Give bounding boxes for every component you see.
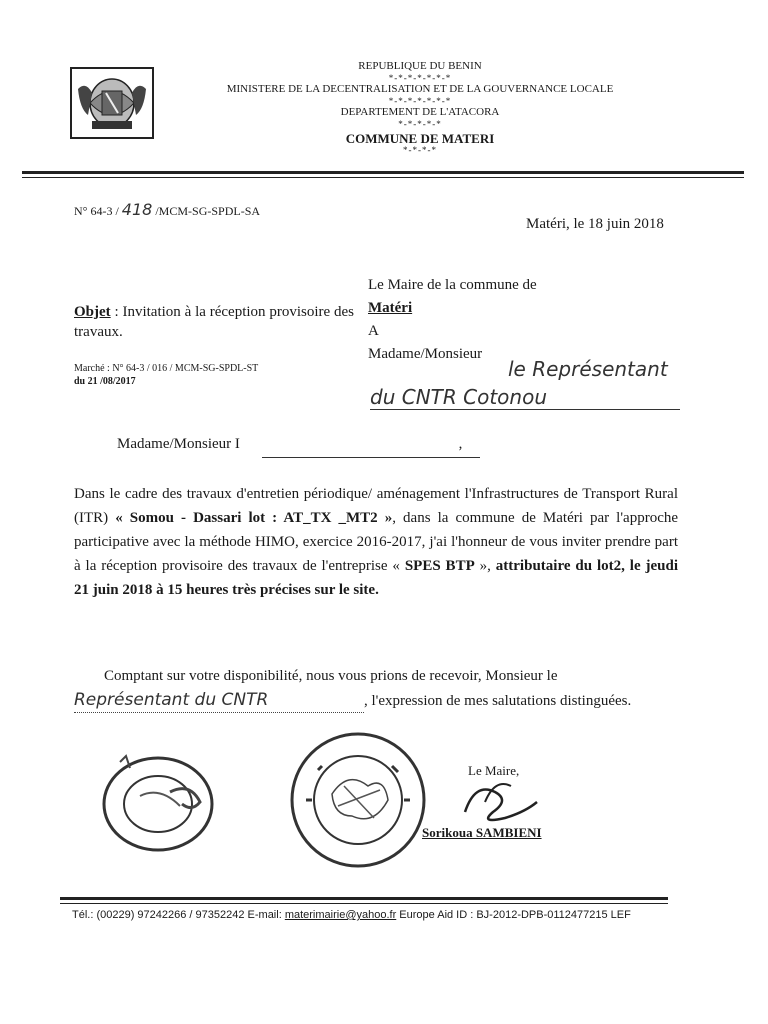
footer-rule-thin [60, 903, 668, 904]
recipient-block [368, 274, 537, 366]
body-text-part1: Dans le cadre des travaux d'entretien périodique/ aménagement l'Infrastructures de Transport Rural (ITR) [74, 486, 678, 526]
commune-name: COMMUNE DE MATERI [345, 131, 495, 146]
salutation-blank-line [262, 457, 480, 458]
ministry-name: MINISTERE DE LA DECENTRALISATION ET DE LA GOUVERNANCE LOCALE [226, 83, 614, 95]
mayor-name: Sorikoua SAMBIENI [422, 825, 542, 840]
closing-paragraph [74, 664, 678, 713]
letterhead [170, 60, 670, 155]
footer-aid-id: Europe Aid ID : BJ-2012-DPB-0112477215 LEF [396, 909, 631, 921]
secretary-stamp-icon [100, 752, 222, 854]
mayor-seal [288, 730, 428, 870]
body-text-part2: , dans la commune de Matéri par l'approche participative avec la méthode HIMO, exercice 2016-2017, j'ai l'honneur de vous inviter prendre part à la réception provisoire des travaux de l'entreprise « [74, 510, 679, 574]
reference-prefix: N° 64-3 / [74, 204, 119, 218]
recipient-label: Madame/Monsieur [368, 346, 483, 362]
coat-of-arms-emblem [70, 67, 154, 139]
header-rule [22, 171, 744, 174]
secretary-stamp [100, 752, 222, 854]
header-rule-thin [22, 177, 744, 178]
closing-line2: , l'expression de mes salutations distinguées. [364, 693, 632, 709]
footer-email[interactable]: materimairie@yahoo.fr [284, 909, 397, 921]
subject-label: Objet [74, 304, 111, 320]
body-project-name: « Somou - Dassari lot : AT_TX _MT2 » [115, 510, 393, 526]
department-name: DEPARTEMENT DE L'ATACORA [340, 106, 500, 118]
closing-line1: Comptant sur votre disponibilité, nous vous prions de recevoir, Monsieur le [104, 668, 558, 684]
contract-reference [74, 362, 258, 388]
body-company-name: SPES BTP [404, 558, 475, 574]
sender-line: Le Maire de la commune de [368, 277, 537, 293]
date-line: Matéri, le 18 juin 2018 [526, 216, 664, 232]
reference-number [74, 200, 260, 219]
letterhead-separator: *-*-*-* [403, 145, 437, 155]
salutation-comma: , [458, 436, 463, 452]
signature-icon [455, 772, 545, 832]
letterhead-separator: *-*-*-*-* [398, 119, 442, 129]
sender-town: Matéri [368, 300, 413, 316]
salutation-text: Madame/Monsieur I [117, 436, 240, 452]
coat-of-arms-icon [72, 69, 152, 137]
letterhead-separator: *-*-*-*-*-*-* [388, 96, 452, 106]
letterhead-separator: *-*-*-*-*-*-* [388, 73, 452, 83]
closing-handwritten: Représentant du CNTR [74, 688, 364, 713]
body-text-part3: », [474, 558, 496, 574]
to-label: A [368, 323, 379, 339]
contract-number: Marché : N° 64-3 / 016 / MCM-SG-SPDL-ST [74, 363, 259, 374]
recipient-handwritten-line1: le Représentant [508, 357, 668, 381]
body-paragraph [74, 482, 678, 602]
reference-handwritten-number: 418 [121, 200, 153, 219]
mayor-title: Le Maire, [468, 763, 520, 778]
footer-phone: Tél.: (00229) 97242266 / 97352242 E-mail: [72, 909, 285, 921]
reference-suffix: /MCM-SG-SPDL-SA [155, 204, 261, 218]
subject-text: : Invitation à la réception provisoire des travaux. [74, 304, 354, 340]
footer-contact [72, 909, 631, 921]
contract-date: du 21 /08/2017 [74, 376, 136, 387]
recipient-handwritten-line2: du CNTR Cotonou [370, 385, 680, 410]
country-name: REPUBLIQUE DU BENIN [358, 60, 482, 72]
subject-block [74, 302, 354, 342]
mayor-seal-icon [288, 730, 428, 870]
body-date-time: attributaire du lot2, le jeudi 21 juin 2018 à 15 heures très précises sur le site. [74, 558, 678, 598]
mayor-signature [455, 772, 545, 832]
footer-rule [60, 897, 668, 900]
salutation [117, 436, 462, 453]
